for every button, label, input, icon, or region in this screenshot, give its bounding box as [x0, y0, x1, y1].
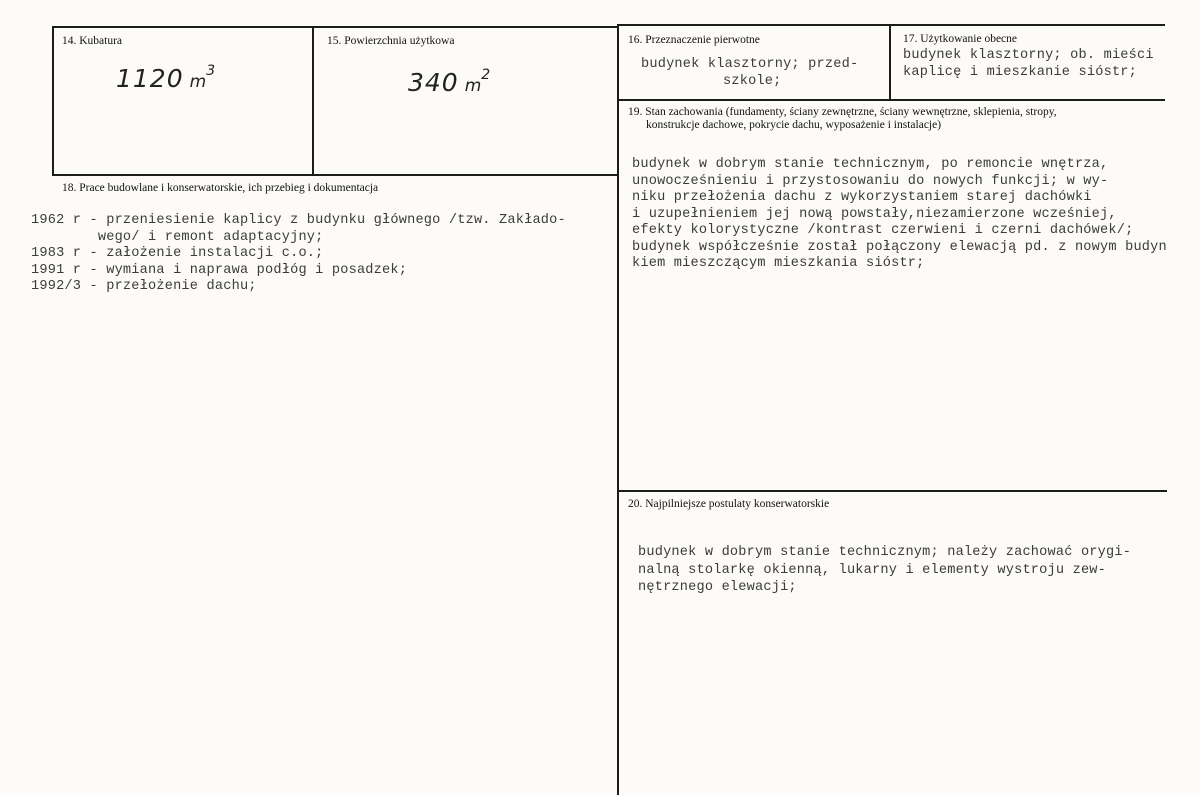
field-18-label: 18. Prace budowlane i konserwatorskie, ich przebieg i dokumentacja [62, 182, 379, 194]
field-19-label-line-1: 19. Stan zachowania (fundamenty, ściany zewnętrzne, ściany wewnętrzne, sklepienia, stropy, [628, 106, 1057, 118]
field-15-exponent: 2 [481, 66, 491, 83]
field-20-line: nętrznego elewacji; [638, 580, 797, 595]
field-19-line: niku przełożenia dachu z wykorzystaniem starej dachówki [632, 190, 1092, 205]
field-18-line: 1962 r - przeniesienie kaplicy z budynku głównego /tzw. Zakłado- [31, 213, 566, 228]
field-19-text [632, 157, 1167, 273]
divider-16-17 [889, 24, 891, 101]
field-14-value [116, 64, 215, 93]
center-divider [617, 24, 619, 795]
field-15-number: 340 [408, 68, 459, 97]
field-16-label: 16. Przeznaczenie pierwotne [628, 34, 760, 46]
field-19-line: budynek współcześnie został połączony elewacją pd. z nowym budyn [632, 239, 1167, 255]
field-20-label: 20. Najpilniejsze postulaty konserwatorskie [628, 498, 830, 510]
field-19-label-line-2: konstrukcje dachowe, pokrycie dachu, wyposażenie i instalacje) [646, 119, 942, 131]
top-border-right [617, 24, 1165, 26]
field-14-number: 1120 [116, 64, 184, 93]
field-14-exponent: 3 [206, 62, 216, 79]
field-18-text [31, 213, 566, 296]
field-17-label: 17. Użytkowanie obecne [903, 33, 1018, 45]
field-16-line-2: szkole; [723, 74, 782, 89]
field-15-unit: m [464, 76, 482, 96]
field-19-line: efekty kolorystyczne /kontrast czerwieni i czerni dachówek/; [632, 223, 1134, 238]
field-20-text [638, 544, 1131, 597]
field-19-line: unowocześnieniu i przystosowaniu do nowych funkcji; w wy- [632, 173, 1109, 189]
field-18-line: 1983 r - założenie instalacji c.o.; [31, 246, 324, 261]
field-14-unit: m [189, 72, 207, 92]
field-17-line-2: kaplicę i mieszkanie sióstr; [903, 65, 1138, 80]
divider-14-15 [312, 26, 314, 175]
field-18-line: wego/ i remont adaptacyjny; [31, 229, 324, 245]
field-20-line: budynek w dobrym stanie technicznym; należy zachować orygi- [638, 545, 1132, 560]
top-border-left [52, 26, 618, 28]
field-14-label: 14. Kubatura [62, 35, 123, 47]
row-divider-19-20 [617, 490, 1167, 492]
field-19-line: kiem mieszczącym mieszkania sióstr; [632, 256, 925, 271]
field-19-line: i uzupełnieniem jej nową powstały,niezamierzone wcześniej, [632, 206, 1117, 222]
row-divider-left [52, 174, 618, 176]
left-border [52, 26, 54, 175]
field-17-line-1: budynek klasztorny; ob. mieści [903, 48, 1154, 63]
field-20-line: nalną stolarkę okienną, lukarny i elementy wystroju zew- [638, 562, 1107, 578]
field-15-label: 15. Powierzchnia użytkowa [327, 35, 455, 47]
field-15-value [408, 68, 490, 97]
field-18-line: 1992/3 - przełożenie dachu; [31, 279, 257, 294]
field-19-line: budynek w dobrym stanie technicznym, po remoncie wnętrza, [632, 157, 1109, 172]
row-divider-16-17 [617, 99, 1165, 101]
field-16-line-1: budynek klasztorny; przed- [641, 57, 859, 72]
field-18-line: 1991 r - wymiana i naprawa podłóg i posadzek; [31, 262, 408, 278]
